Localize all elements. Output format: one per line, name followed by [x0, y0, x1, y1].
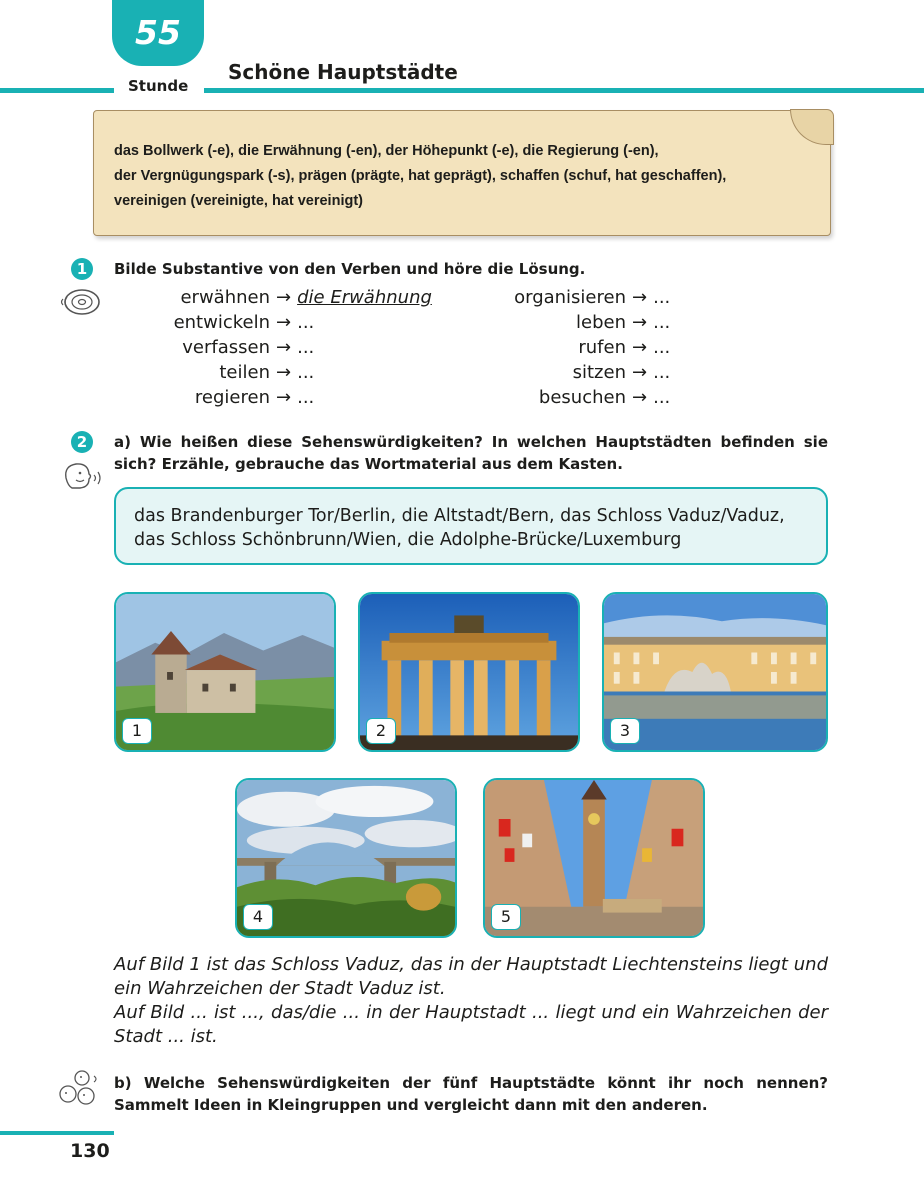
arrow-icon: →	[632, 387, 648, 408]
header-rule-left	[0, 88, 114, 93]
arrow-icon: →	[276, 287, 292, 308]
answer-blank: ...	[653, 337, 671, 358]
photo-vaduz-castle	[114, 592, 336, 752]
verb: leben	[576, 312, 626, 333]
cd-icon	[58, 287, 102, 317]
arrow-icon: →	[632, 337, 648, 358]
verb: rufen	[578, 337, 626, 358]
lesson-number-badge: 55	[112, 0, 204, 66]
photo-number: 4	[243, 904, 273, 930]
verb: regieren	[194, 387, 270, 408]
sentence-pattern: Auf Bild ... ist ..., das/die ... in der Hauptstadt ... liegt und ein Wahrzeichen der Stadt ... ist.	[114, 1002, 828, 1047]
verb: teilen	[219, 362, 270, 383]
photo-brandenburg-gate	[358, 592, 580, 752]
word-box-line: das Schloss Schönbrunn/Wien, die Adolphe-Brücke/Luxemburg	[134, 530, 682, 550]
list-item	[460, 285, 680, 310]
exercise-2a-instruction: a) Wie heißen diese Sehenswürdigkeiten? In welchen Hauptstädten befinden sie sich? Erzähle, gebrauche das Wortmaterial aus dem Kasten.	[114, 433, 828, 473]
vocabulary-line: der Vergnügungspark (-s), prägen (prägte, hat geprägt), schaffen (schuf, hat geschaffen),	[114, 168, 727, 184]
answer-blank: ...	[297, 312, 315, 333]
photo-number: 5	[491, 904, 521, 930]
list-item	[120, 285, 450, 310]
photo-number: 3	[610, 718, 640, 744]
verb: entwickeln	[173, 312, 270, 333]
answer-blank: ...	[297, 337, 315, 358]
example-sentence: Auf Bild 1 ist das Schloss Vaduz, das in der Hauptstadt Liechtensteins liegt und ein Wahrzeichen der Stadt Vaduz ist.	[114, 954, 828, 999]
vocabulary-line: das Bollwerk (-e), die Erwähnung (-en), der Höhepunkt (-e), die Regierung (-en),	[114, 143, 659, 159]
verb-list-right	[460, 285, 680, 410]
list-item	[460, 360, 680, 385]
page-number: 130	[70, 1140, 110, 1162]
verb: organisieren	[514, 287, 626, 308]
example-sentences	[114, 953, 828, 1049]
answer-blank: ...	[653, 287, 671, 308]
photo-schoenbrunn-palace	[602, 592, 828, 752]
answer-blank: ...	[297, 362, 315, 383]
verb: sitzen	[572, 362, 626, 383]
photo-number: 2	[366, 718, 396, 744]
footer-rule	[0, 1131, 114, 1135]
arrow-icon: →	[276, 312, 292, 333]
group-work-icon	[56, 1068, 102, 1108]
word-box-line: das Brandenburger Tor/Berlin, die Altstadt/Bern, das Schloss Vaduz/Vaduz,	[134, 506, 785, 526]
answer-blank: ...	[653, 362, 671, 383]
answer-blank: ...	[297, 387, 315, 408]
verb-list-left	[120, 285, 450, 410]
photo-bern-old-town	[483, 778, 705, 938]
answer-blank: ...	[653, 387, 671, 408]
verb: erwähnen	[180, 287, 270, 308]
arrow-icon: →	[632, 287, 648, 308]
list-item	[120, 310, 450, 335]
answer-blank: ...	[653, 312, 671, 333]
list-item	[460, 335, 680, 360]
page-title: Schöne Hauptstädte	[228, 60, 458, 84]
exercise-2b-instruction: b) Welche Sehenswürdigkeiten der fünf Hauptstädte könnt ihr noch nennen? Sammelt Ideen in Kleingruppen und vergleicht dann mit den anderen.	[114, 1074, 828, 1114]
arrow-icon: →	[276, 362, 292, 383]
exercise-2-number: 2	[71, 431, 93, 453]
arrow-icon: →	[276, 387, 292, 408]
list-item	[120, 385, 450, 410]
photo-number: 1	[122, 718, 152, 744]
vocabulary-text	[114, 139, 790, 214]
vocabulary-line: vereinigen (vereinigte, hat vereinigt)	[114, 193, 363, 209]
header-rule-right	[204, 88, 924, 93]
arrow-icon: →	[632, 362, 648, 383]
list-item	[460, 385, 680, 410]
lesson-label: Stunde	[128, 77, 189, 95]
scroll-curl	[790, 109, 834, 145]
arrow-icon: →	[276, 337, 292, 358]
arrow-icon: →	[632, 312, 648, 333]
word-material-box	[114, 487, 828, 565]
speaking-head-icon	[60, 460, 104, 494]
example-answer: die Erwähnung	[297, 287, 432, 308]
exercise-1-instruction: Bilde Substantive von den Verben und höre die Lösung.	[114, 260, 586, 278]
exercise-1-number: 1	[71, 258, 93, 280]
verb: verfassen	[182, 337, 270, 358]
photo-adolphe-bridge	[235, 778, 457, 938]
list-item	[120, 335, 450, 360]
list-item	[460, 310, 680, 335]
verb: besuchen	[538, 387, 626, 408]
list-item	[120, 360, 450, 385]
vocabulary-scroll	[93, 110, 831, 236]
